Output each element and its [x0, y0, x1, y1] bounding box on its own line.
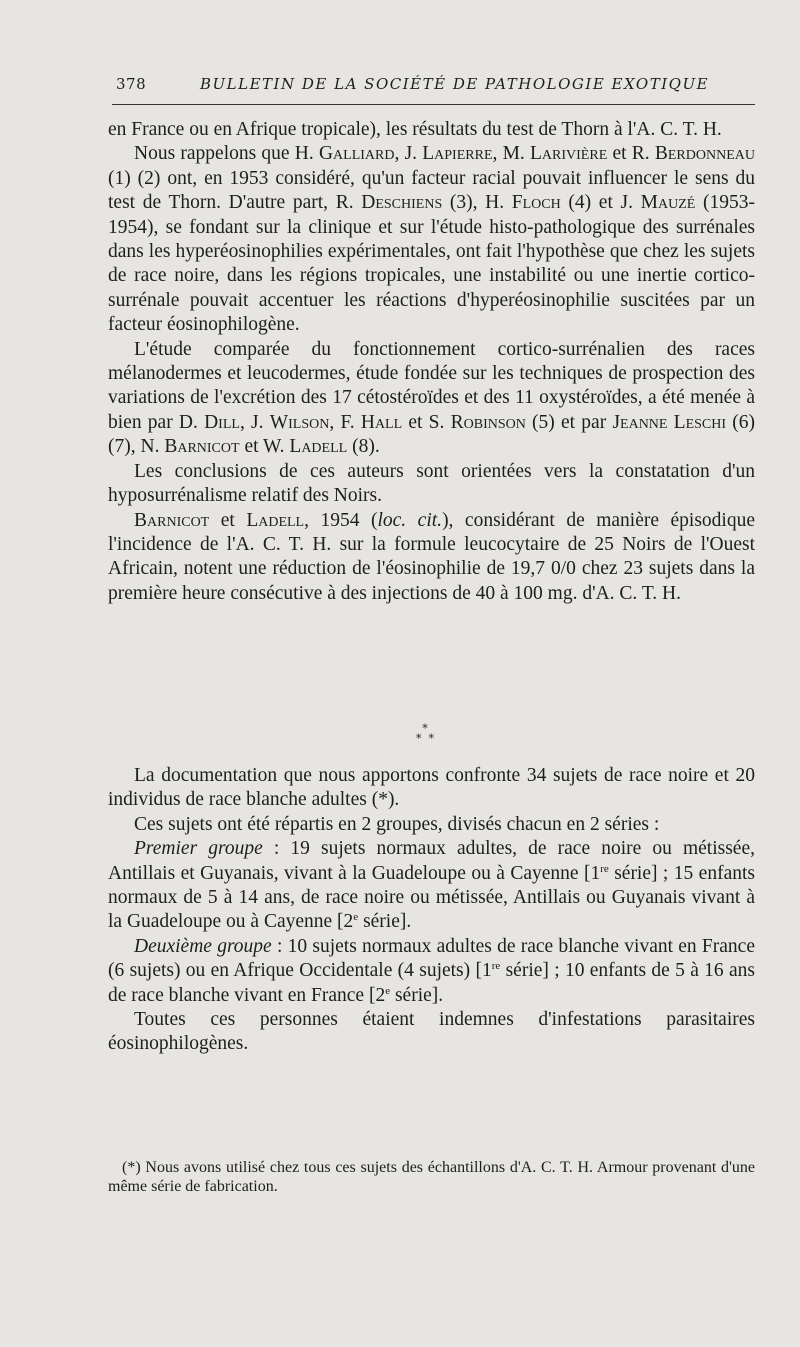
paragraph-3: L'étude comparée du fonctionnement cortico-surrénalien des races mélanodermes et leucodermes, étude fondée sur les techniques de prospection des variations de l'excrétion des 17 cétostéroïdes et des 11 oxystéroïdes, a été menée à bien par D. Dill, J. Wilson, F. Hall et S. Robinson (5) et par Jeanne Leschi (6) (7), N. Barnicot et W. Ladell (8).: [108, 338, 756, 458]
paragraph-2: Nous rappelons que H. Galliard, J. Lapierre, M. Larivière et R. Berdonneau (1) (2) ont, en 1953 considéré, qu'un facteur racial pouvait influencer le sens du test de Thorn. D'autre part, R. Deschiens (3), H. Floch (4) et J. Mauzé (1953-1954), se fondant sur la clinique et sur l'étude histo-pathologique des surrénales dans les hyperéosinophilies expérimentales, ont fait l'hypothèse que chez les sujets de race noire, dans les régions tropicales, une instabilité ou une inertie cortico-surrénale pouvait accentuer les réactions d'hyperéosinophilie suscitées par un facteur éosinophilogène.: [108, 143, 755, 336]
main-text-lower: [108, 764, 755, 1057]
paragraph-9: Deuxième groupe : 10 sujets normaux adultes de race blanche vivant en France (6 sujets) ou en Afrique Occidentale (4 sujets) [1re série] ; 10 enfants de 5 à 16 ans de race blanche vivant en France [2e série].: [108, 935, 755, 1006]
main-text-upper: [108, 118, 755, 606]
author-name: Hall: [360, 411, 403, 433]
paragraph-1: en France ou en Afrique tropicale), les résultats du test de Thorn à l'A. C. T. H.: [108, 119, 722, 140]
author-name: Barnicot: [164, 436, 240, 458]
header-rule: [112, 104, 755, 105]
author-name: Lapierre: [422, 143, 493, 165]
footnote: [108, 1158, 755, 1196]
paragraph-5: Barnicot et Ladell, 1954 (loc. cit.), considérant de manière épisodique l'incidence de l'A. C. T. H. sur la formule leucocytaire de 25 Noirs de l'Ouest Africain, notent une réduction de l'éosinophilie de 19,7 0/0 chez 23 sujets dans la première heure consécutive à des injections de 40 à 100 mg. d'A. C. T. H.: [108, 509, 755, 604]
author-name: Dill: [204, 411, 240, 433]
section-asterism: * * *: [416, 722, 434, 745]
author-name: Berdonneau: [654, 143, 755, 165]
journal-title: BULLETIN DE LA SOCIÉTÉ DE PATHOLOGIE EXOTIQUE: [200, 75, 710, 93]
page-number: 378: [116, 75, 147, 93]
author-name: Larivière: [530, 143, 608, 165]
running-header: [110, 72, 755, 96]
author-name: Galliard: [318, 143, 395, 165]
group-label: Premier groupe: [134, 838, 263, 860]
author-name: Ladell: [289, 436, 348, 458]
paragraph-10: Toutes ces personnes étaient indemnes d'infestations parasitaires éosinophilogènes.: [108, 1009, 755, 1055]
paragraph-7: Ces sujets ont été répartis en 2 groupes, divisés chacun en 2 séries :: [134, 813, 660, 835]
author-name: Ladell: [246, 509, 305, 531]
author-name: Jeanne Leschi: [612, 411, 727, 433]
author-name: Deschiens: [361, 192, 443, 214]
paragraph-8: Premier groupe : 19 sujets normaux adultes, de race noire ou métissée, Antillais et Guyanais, vivant à la Guadeloupe ou à Cayenne [1re série] ; 15 enfants normaux de 5 à 14 ans, de race noire ou métissée, Antillais ou Guyanais vivant à la Guadeloupe ou à Cayenne [2e série].: [108, 838, 755, 933]
author-name: Wilson: [269, 411, 330, 433]
citation-italic: loc. cit.: [377, 509, 443, 531]
paragraph-6: La documentation que nous apportons confronte 34 sujets de race noire et 20 individus de race blanche adultes (*).: [108, 765, 755, 811]
footnote-text: (*) Nous avons utilisé chez tous ces sujets des échantillons d'A. C. T. H. Armour provenant d'une même série de fabrication.: [108, 1159, 755, 1195]
author-name: Robinson: [450, 411, 526, 433]
author-name: Barnicot: [134, 509, 210, 531]
group-label: Deuxième groupe: [134, 935, 272, 957]
author-name: Mauzé: [640, 192, 696, 214]
paragraph-4: Les conclusions de ces auteurs sont orientées vers la constatation d'un hyposurrénalisme relatif des Noirs.: [108, 460, 755, 507]
author-name: Floch: [511, 192, 561, 214]
